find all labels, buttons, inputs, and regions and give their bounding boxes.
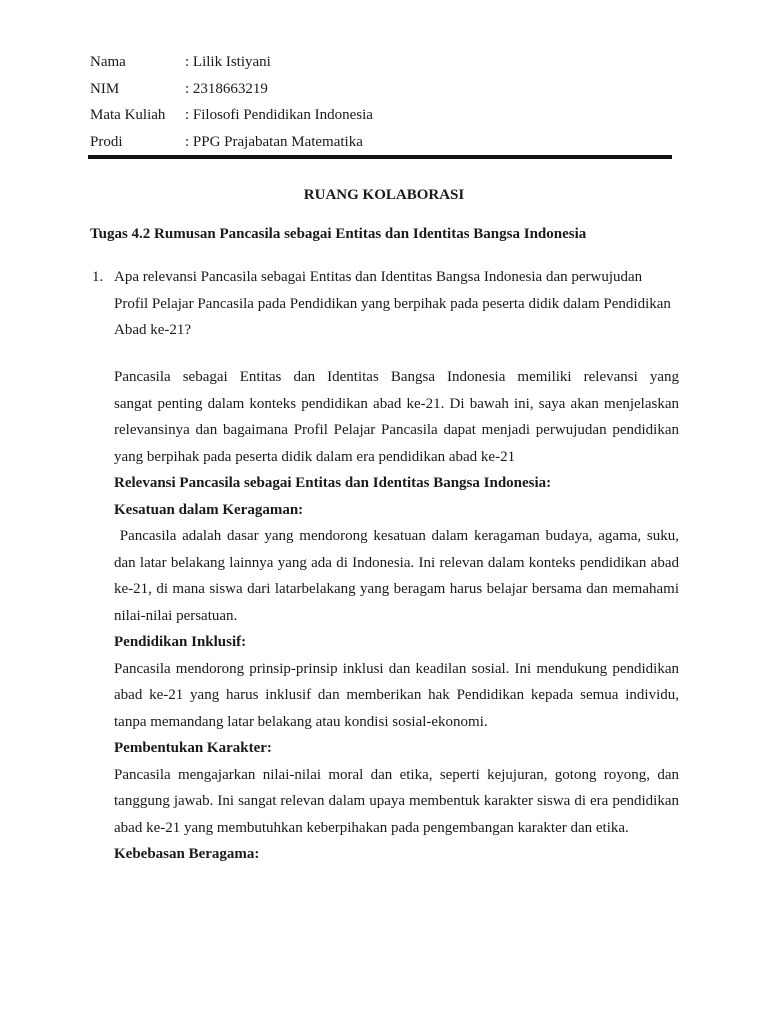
paragraph-line: Pancasila mendorong prinsip-prinsip inklusi dan keadilan sosial. Ini mendukung pendidikan — [114, 660, 679, 677]
question-text — [114, 264, 679, 344]
subsection-heading: Pembentukan Karakter: — [114, 740, 272, 756]
paragraph-line: abad ke-21 yang membutuhkan keberpihakan pada pengembangan karakter dan etika. — [114, 819, 629, 836]
header-label: Prodi — [90, 134, 123, 150]
header-value: : 2318663219 — [185, 81, 268, 97]
question-line: Profil Pelajar Pancasila pada Pendidikan yang berpihak pada peserta didik dalam Pendidikan — [114, 295, 671, 312]
question-line: Apa relevansi Pancasila sebagai Entitas dan Identitas Bangsa Indonesia dan perwujudan — [114, 269, 643, 285]
header-value: : Filosofi Pendidikan Indonesia — [185, 107, 373, 123]
header-row-nim — [90, 80, 268, 98]
header-label: Mata Kuliah — [90, 107, 166, 123]
header-row-prodi — [90, 133, 363, 151]
answer-body — [114, 364, 679, 868]
paragraph-line: tanggung jawab. Ini sangat relevan dalam upaya membentuk karakter siswa di era pendidikan — [114, 793, 679, 809]
paragraph-line: nilai-nilai persatuan. — [114, 607, 238, 624]
paragraph-line: ke-21, di mana siswa dari latarbelakang yang beragam harus belajar bersama dan memahami — [114, 581, 679, 597]
task-heading: Tugas 4.2 Rumusan Pancasila sebagai Entitas dan Identitas Bangsa Indonesia — [90, 226, 587, 242]
paragraph-line: dan latar belakang lainnya yang ada di Indonesia. Ini relevan dalam konteks pendidikan abad — [114, 554, 679, 571]
subsection-heading: Kebebasan Beragama: — [114, 846, 260, 862]
paragraph-line: Pancasila mengajarkan nilai-nilai moral dan etika, seperti kejujuran, gotong royong, dan — [114, 766, 679, 783]
paragraph-line: abad ke-21 yang harus inklusif dan memberikan hak Pendidikan kepada semua individu, — [114, 687, 679, 703]
header-row-mata-kuliah — [90, 106, 373, 124]
intro-line: sangat penting dalam konteks pendidikan abad ke-21. Di bawah ini, saya akan menjelaskan — [114, 395, 679, 412]
header-value: : Lilik Istiyani — [185, 54, 271, 70]
paragraph-line: tanpa memandang latar belakang atau kondisi sosial-ekonomi. — [114, 713, 488, 730]
paragraph-line: Pancasila adalah dasar yang mendorong kesatuan dalam keragaman budaya, agama, suku, — [114, 528, 679, 544]
section-heading: Relevansi Pancasila sebagai Entitas dan Identitas Bangsa Indonesia: — [114, 475, 552, 491]
subsection-heading: Pendidikan Inklusif: — [114, 634, 247, 650]
intro-line: yang berpihak pada peserta didik dalam era pendidikan abad ke-21 — [114, 448, 516, 465]
subsection-heading: Kesatuan dalam Keragaman: — [114, 501, 304, 518]
header-row-nama — [90, 53, 271, 71]
header-label: Nama — [90, 54, 126, 70]
question-line: Abad ke-21? — [114, 322, 192, 338]
header-divider — [88, 155, 672, 159]
intro-line: relevansinya dan bagaimana Profil Pelajar Pancasila dapat menjadi perwujudan pendidikan — [114, 422, 679, 438]
question-number: 1. — [92, 269, 104, 285]
header-value: : PPG Prajabatan Matematika — [185, 134, 363, 150]
intro-line: Pancasila sebagai Entitas dan Identitas Bangsa Indonesia memiliki relevansi yang — [114, 369, 679, 385]
header-label: NIM — [90, 81, 120, 97]
page-title: RUANG KOLABORASI — [303, 187, 465, 203]
